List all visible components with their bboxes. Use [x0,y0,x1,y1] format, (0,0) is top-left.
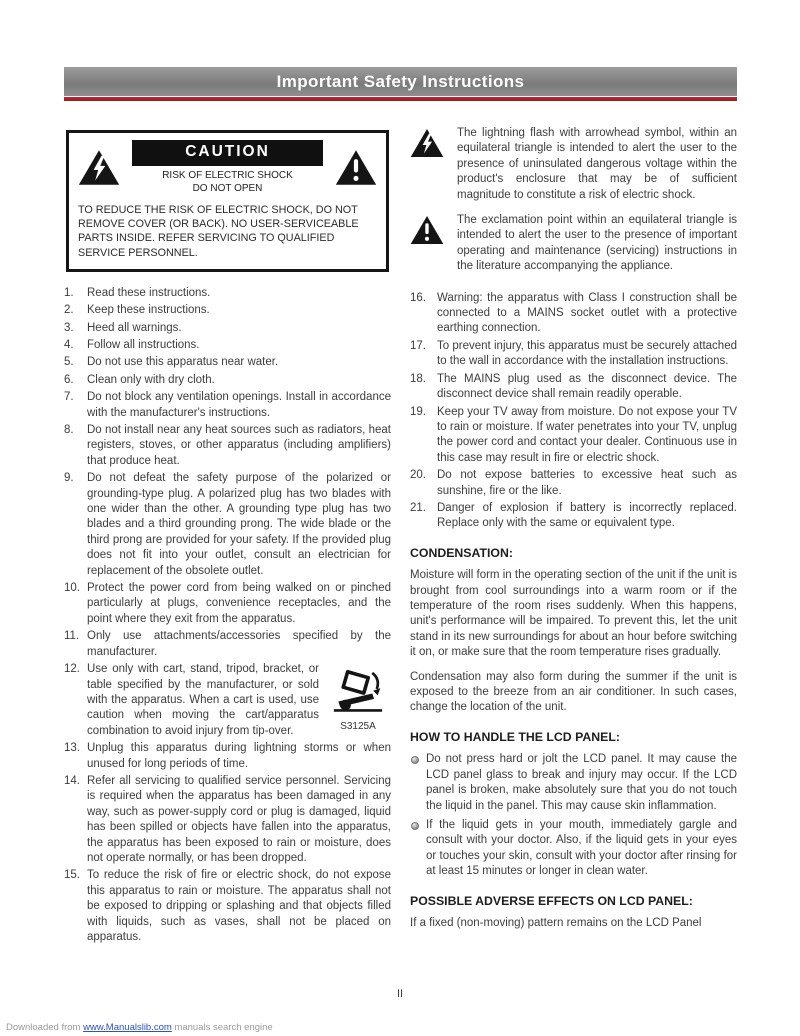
item-number: 11. [64,630,80,643]
item-number: 6. [64,373,74,386]
adverse-effects-paragraph: If a fixed (non-moving) pattern remains on the LCD Panel [410,917,702,930]
instruction-item-8 [64,423,391,469]
instruction-item-4 [64,338,391,353]
instruction-item-2 [64,303,391,318]
page-title: Important Safety Instructions [276,71,525,91]
item-number: 18. [410,372,426,385]
item-number: 14. [64,774,80,787]
item-text: To prevent injury, this apparatus must be securely attached to the wall in accordance with the installation instructions. [437,339,737,368]
instruction-item-16 [410,291,737,337]
left-column [64,126,391,947]
lightning-triangle-icon [410,128,444,158]
right-column [410,126,737,947]
icon-wrap [410,126,448,203]
item-text: Follow all instructions. [87,338,200,351]
item-text: Do not use this apparatus near water. [87,356,279,369]
note-text: The lightning flash with arrowhead symbol, within an equilateral triangle is intended to alert the user to the presence of uninsulated dangerous voltage within the product's enclosure that may be of sufficient magnitude to constitute a risk of electric shock. [457,127,737,201]
item-number: 2. [64,304,74,317]
condensation-heading: CONDENSATION: [410,545,513,560]
instruction-item-10 [64,581,391,627]
caution-risk-line2: DO NOT OPEN [192,182,263,194]
instruction-item-15 [64,868,391,945]
condensation-paragraph-1: Moisture will form in the operating section of the unit if the unit is brought from cool surroundings into a warm room or if the temperature of the room rises suddenly. When this happens, unit's performance will be impaired. To prevent this, let the unit stand in its new surroundings for about an hour before switching it on, or make sure that the room temperature rises gradually. [410,569,737,659]
symbol-note-exclamation [410,213,737,275]
cart-model-label: S3125A [340,720,376,732]
item-number: 9. [64,472,74,485]
item-number: 17. [410,339,426,352]
instruction-item-20 [410,468,737,499]
lightning-triangle-icon [78,149,120,186]
instruction-item-11 [64,629,391,660]
item-text: To reduce the risk of fire or electric shock, do not expose this apparatus to rain or moisture. The apparatus shall not be exposed to dripping or splashing and that objects filled with liquids, such as vases, shall not be placed on apparatus. [87,869,391,944]
cart-tipover-icon [329,664,387,714]
item-number: 12. [64,663,80,676]
item-number: 8. [64,424,74,437]
item-number: 5. [64,356,74,369]
lcd-handle-heading: HOW TO HANDLE THE LCD PANEL: [410,729,620,744]
cart-figure [325,664,391,733]
caution-risk-line1: RISK OF ELECTRIC SHOCK [162,169,293,181]
item-text: Do not expose batteries to excessive heat such as sunshine, fire or the like. [437,469,737,497]
instruction-item-5 [64,355,391,370]
adverse-effects-heading: POSSIBLE ADVERSE EFFECTS ON LCD PANEL: [410,893,693,908]
note-text: The exclamation point within an equilateral triangle is intended to alert the user to the presence of important operating and maintenance (servicing) instructions in the literature accompanying the appliance. [457,214,737,273]
instruction-item-7 [64,390,391,421]
symbol-note-lightning [410,126,737,203]
item-number: 20. [410,469,426,482]
download-footer [6,1022,273,1033]
item-text: Only use attachments/accessories specified by the manufacturer. [87,630,391,658]
item-text: Do not defeat the safety purpose of the polarized or grounding-type plug. A polarized plug has two blades with one wider than the other. A grounding type plug has two blades and a third grounding prong. The wide blade or the third prong are provided for your safety. If the provided plug does not fit into your outlet, consult an electrician for replacement of the obsolete outlet. [87,472,391,577]
caution-body-text: TO REDUCE THE RISK OF ELECTRIC SHOCK, DO NOT REMOVE COVER (OR BACK). NO USER-SERVICEABLE PARTS INSIDE. REFER SERVICING TO QUALIFIED SERVICE PERSONNEL. [78,203,359,259]
item-number: 4. [64,338,74,351]
download-prefix: Downloaded from [6,1022,81,1033]
bullet-text: If the liquid gets in your mouth, immediately gargle and consult with your doctor. Also, if the liquid gets in your eyes or touches your skin, consult with your doctor after rinsing for at least 15 minutes or longer in clean water. [426,818,737,878]
instruction-item-19 [410,405,737,467]
item-text: Protect the power cord from being walked on or pinched particularly at plugs, convenience receptacles, and the point where they exit from the apparatus. [87,582,391,625]
manualslib-link[interactable]: www.Manualslib.com [83,1022,172,1033]
lcd-bullet-1 [410,752,737,814]
exclamation-triangle-icon [335,149,377,186]
item-number: 1. [64,286,74,299]
page-number: II [396,988,404,1000]
item-text: Heed all warnings. [87,321,182,334]
item-text: Clean only with dry cloth. [87,373,215,386]
item-text: Keep your TV away from moisture. Do not expose your TV to rain or moisture. If water penetrates into your TV, unplug the power cord and contact your dealer. Continuous use in this case may result in fire or electric shock. [437,405,737,464]
instruction-item-13 [64,741,391,772]
page-header [64,67,737,101]
item-text-with-figure [87,662,391,739]
bullet-text: Do not press hard or jolt the LCD panel. It may cause the LCD panel glass to break and injury may occur. If the LCD panel is broken, make absolutely sure that you do not touch the liquid in the panel. This may cause skin inflammation. [426,753,737,812]
header-bar [64,67,737,96]
bullet-icon [411,822,419,830]
instruction-item-17 [410,339,737,370]
instruction-item-12 [64,662,391,739]
lcd-bullet-2 [410,818,737,880]
item-text: Keep these instructions. [87,304,210,317]
item-text: Use only with cart, stand, tripod, bracket, or table specified by the manufacturer, or sold with the apparatus. When a cart is used, use caution when moving the cart/apparatus combination to avoid injury from tip-over. [87,663,319,737]
item-text: Unplug this apparatus during lightning storms or when unused for long periods of time. [87,742,391,770]
caution-title-block [126,140,329,195]
item-text: Read these instructions. [87,286,211,299]
item-text: Refer all servicing to qualified service personnel. Servicing is required when the apparatus has been damaged in any way, such as power-supply cord or plug is damaged, liquid has been spilled or objects have fallen into the apparatus, the apparatus has been exposed to rain or moisture, does not operate normally, or has been dropped. [87,774,391,864]
caution-title: CAUTION [132,140,323,166]
bullet-icon [411,756,419,764]
item-text: Danger of explosion if battery is incorrectly replaced. Replace only with the same or equivalent type. [437,501,737,530]
header-red-line [64,97,737,101]
item-text: Warning: the apparatus with Class I construction shall be connected to a MAINS socket outlet with a protective earthing connection. [437,291,737,335]
instruction-item-9 [64,471,391,579]
item-number: 13. [64,742,80,755]
instruction-item-18 [410,372,737,403]
item-number: 21. [410,501,426,514]
instruction-item-6 [64,373,391,388]
item-number: 16. [410,291,426,304]
download-suffix: manuals search engine [174,1022,273,1033]
item-text: The MAINS plug used as the disconnect device. The disconnect device shall remain readily operable. [437,372,737,401]
caution-box [66,130,389,272]
content-columns [64,126,737,947]
item-number: 19. [410,405,426,418]
instruction-item-1 [64,286,391,301]
item-text: Do not block any ventilation openings. Install in accordance with the manufacturer's instructions. [87,391,391,419]
item-text: Do not install near any heat sources such as radiators, heat registers, stoves, or other apparatus (including amplifiers) that produce heat. [87,424,391,467]
caution-header [78,140,377,195]
item-number: 3. [64,321,74,334]
instruction-item-21 [410,501,737,532]
icon-wrap [410,213,448,275]
item-number: 7. [64,391,74,404]
instruction-item-14 [64,774,391,866]
item-number: 15. [64,869,80,882]
instruction-item-3 [64,321,391,336]
condensation-paragraph-2: Condensation may also form during the summer if the unit is exposed to the breeze from an air conditioner. In such cases, change the location of the unit. [410,670,737,714]
exclamation-triangle-icon [410,215,444,245]
item-number: 10. [64,582,80,595]
